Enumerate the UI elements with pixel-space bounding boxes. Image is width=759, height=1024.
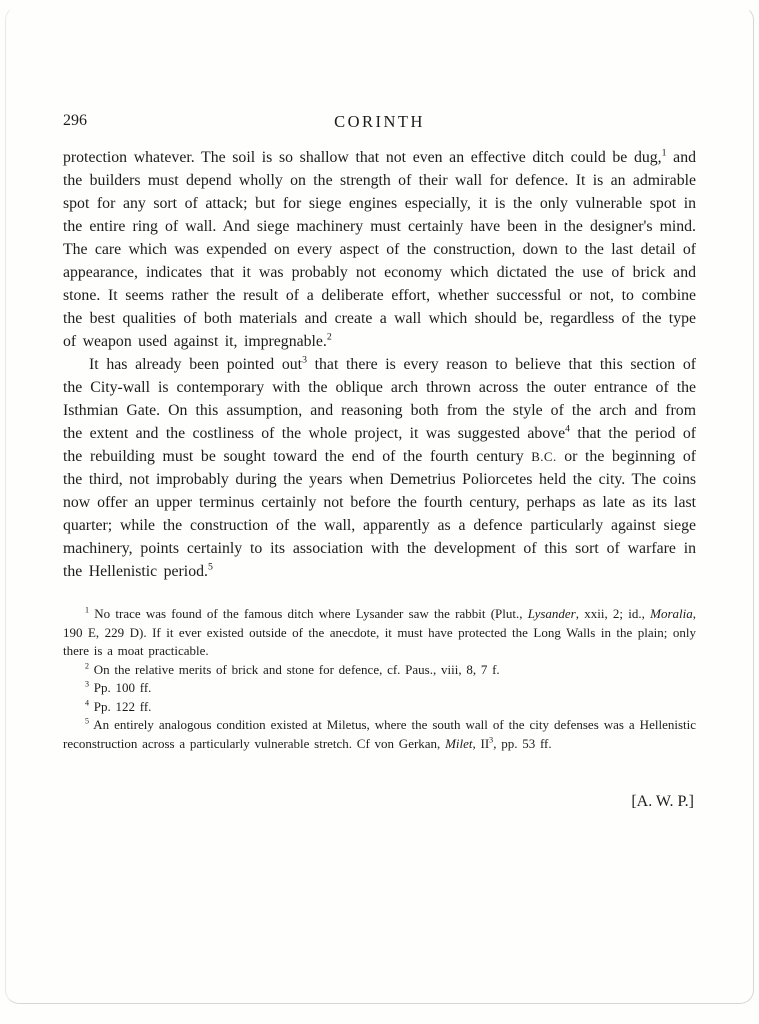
footnote-marker: 4 — [85, 698, 90, 708]
footnote-reference: 2 — [326, 331, 332, 343]
footnote — [63, 716, 696, 753]
author-signature: [A. W. P.] — [631, 793, 694, 810]
text-run: It has already been pointed out — [89, 356, 303, 373]
book-page — [63, 112, 696, 811]
text-run: or the beginning of the third, not improbably during the years when Demetrius Poliorcetes held the city. The coins now offer an upper terminus certainly not before the fourth century, perhaps as late as its last quarter; while the construction of the wall, apparently as a defence particularly against siege machinery, points certainly to its association with the development of this sort of warfare in the Hellenistic period. — [63, 448, 696, 580]
text-run: Lysander — [527, 606, 576, 621]
footnote — [63, 679, 696, 698]
footnote-marker: 5 — [85, 716, 90, 726]
footnote-marker: 3 — [85, 679, 90, 689]
text-run: Milet — [445, 735, 473, 751]
page-header — [63, 112, 696, 134]
text-run: that there is every reason to believe that this section of the City-wall is contemporary with the oblique arch thrown across the outer entrance of the Isthmian Gate. On this assumption, and reasoning both from the style of the arch and from the extent and the costliness of the whole project, it was suggested above — [63, 356, 697, 442]
page-number: 296 — [63, 112, 87, 129]
text-run: that the period of the rebuilding must be sought toward the end of the fourth century — [63, 425, 696, 465]
footnote-reference: 5 — [207, 561, 213, 573]
text-run: protection whatever. The soil is so shallow that not even an effective ditch could be dug, — [63, 149, 662, 166]
text-run: Pp. 100 ff. — [89, 680, 152, 695]
body-text — [63, 146, 696, 583]
footnotes-section — [63, 605, 696, 753]
footnote-reference: 3 — [489, 735, 494, 745]
footnote-reference: 3 — [302, 354, 307, 366]
footnote-reference: 1 — [661, 147, 667, 159]
text-run: B.C. — [531, 449, 557, 464]
footnote-marker: 1 — [85, 605, 90, 615]
text-run: No trace was found of the famous ditch where Lysander saw the rabbit (Plut., — [89, 606, 528, 621]
paragraph — [63, 146, 696, 353]
text-run: Pp. 122 ff. — [89, 698, 152, 714]
text-run: Moralia — [650, 606, 693, 621]
paragraph — [63, 353, 696, 583]
text-run: On the relative merits of brick and stone for defence, cf. Paus., viii, 8, 7 f. — [89, 661, 500, 677]
page-title: CORINTH — [334, 112, 425, 131]
footnote-marker: 2 — [85, 661, 90, 671]
footnote — [63, 698, 696, 717]
footnote — [63, 605, 696, 661]
footnote — [63, 661, 696, 680]
text-run: , II — [472, 735, 490, 751]
text-run: An entirely analogous condition existed at Miletus, where the south wall of the city defenses was a Hellenistic reconstruction across a particularly vulnerable stretch. Cf von Gerkan, — [63, 717, 696, 751]
text-run: , pp. 53 ff. — [493, 735, 552, 751]
text-run: , 190 E, 229 D). If it ever existed outside of the anecdote, it must have protected the Long Walls in the plain; only there is a moat practicable. — [63, 606, 696, 658]
text-run: and the builders must depend wholly on the strength of their wall for defence. It is an admirable spot for any sort of attack; but for siege engines especially, it is the only vulnerable spot in the entire ring of wall. And siege machinery must certainly have been in the designer's mind. The care which was expended on every aspect of the construction, down to the last detail of appearance, indicates that it was probably not economy which dictated the use of brick and stone. It seems rather the result of a deliberate effort, whether successful or not, to combine the best qualities of both materials and create a wall which should be, regardless of the type of weapon used against it, impregnable. — [63, 149, 696, 350]
text-run: , xxii, 2; id., — [575, 606, 651, 621]
footnote-reference: 4 — [565, 423, 570, 435]
